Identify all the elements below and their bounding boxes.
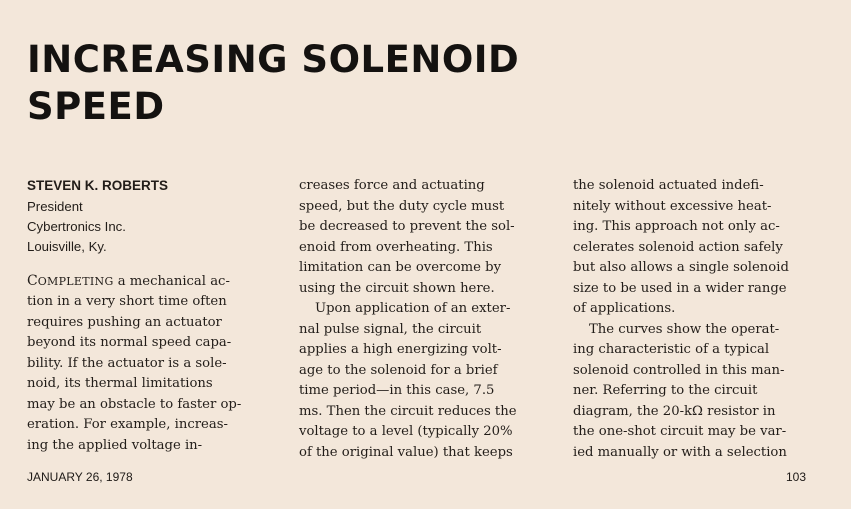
author-name: STEVEN K. ROBERTS — [27, 178, 169, 193]
author-position: President — [27, 198, 83, 214]
body-line: ms. Then the circuit reduces the — [299, 403, 517, 419]
author-company: Cybertronics Inc. — [27, 218, 126, 234]
body-line: bility. If the actuator is a sole- — [27, 355, 227, 371]
body-line: applies a high energizing volt- — [299, 342, 502, 357]
lead-first-letter: C — [27, 272, 38, 289]
author-location: Louisville, Ky. — [27, 238, 107, 254]
body-line: of the original value) that keeps — [299, 444, 513, 460]
body-line: speed, but the duty cycle must — [299, 198, 505, 214]
body-line: celerates solenoid action safely — [573, 239, 783, 255]
paragraph-first-line: The curves show the operat- — [589, 321, 780, 337]
body-line: time period—in this case, 7.5 — [299, 383, 495, 398]
body-line: using the circuit shown here. — [299, 280, 495, 296]
article-title: INCREASING SOLENOID SPEED — [27, 38, 520, 128]
body-line: beyond its normal speed capa- — [27, 335, 232, 350]
body-line: be decreased to prevent the sol- — [299, 219, 515, 234]
spacer — [27, 257, 272, 271]
body-line: of applications. — [573, 301, 676, 316]
body-line: requires pushing an actuator — [27, 314, 222, 330]
body-line: but also allows a single solenoid — [573, 260, 789, 275]
lead-line-rest: a mechanical ac- — [113, 273, 230, 289]
body-line: nitely without excessive heat- — [573, 198, 772, 214]
body-line: creases force and actuating — [299, 178, 485, 193]
body-line — [27, 271, 272, 293]
body-line: age to the solenoid for a brief — [299, 362, 498, 378]
column-3 — [573, 176, 817, 463]
body-line: nal pulse signal, the circuit — [299, 321, 482, 337]
body-line: size to be used in a wider range — [573, 280, 787, 296]
body-line: may be an obstacle to faster op- — [27, 396, 242, 412]
body-line: ing. This approach not only ac- — [573, 219, 780, 234]
column-1 — [27, 176, 272, 456]
body-line: ing the applied voltage in- — [27, 437, 203, 453]
lead-small-caps: OMPLETING — [37, 274, 114, 288]
column-2 — [299, 176, 543, 463]
body-line: ing characteristic of a typical — [573, 342, 770, 357]
issue-date: JANUARY 26, 1978 — [27, 470, 133, 484]
body-line: solenoid controlled in this man- — [573, 362, 785, 378]
paragraph-first-line: Upon application of an exter- — [315, 301, 511, 316]
body-line: voltage to a level (typically 20% — [299, 424, 513, 439]
body-line: eration. For example, increas- — [27, 417, 228, 432]
body-line: ner. Referring to the circuit — [573, 383, 758, 398]
body-line: ied manually or with a selection — [573, 444, 787, 460]
body-line: limitation can be overcome by — [299, 260, 502, 275]
body-line: the one-shot circuit may be var- — [573, 424, 787, 439]
body-line: diagram, the 20-kΩ resistor in — [573, 403, 776, 419]
body-line: enoid from overheating. This — [299, 239, 493, 255]
page-number: 103 — [786, 470, 807, 484]
body-line: tion in a very short time often — [27, 294, 227, 309]
body-line: the solenoid actuated indefi- — [573, 178, 764, 193]
body-line: noid, its thermal limitations — [27, 376, 213, 391]
